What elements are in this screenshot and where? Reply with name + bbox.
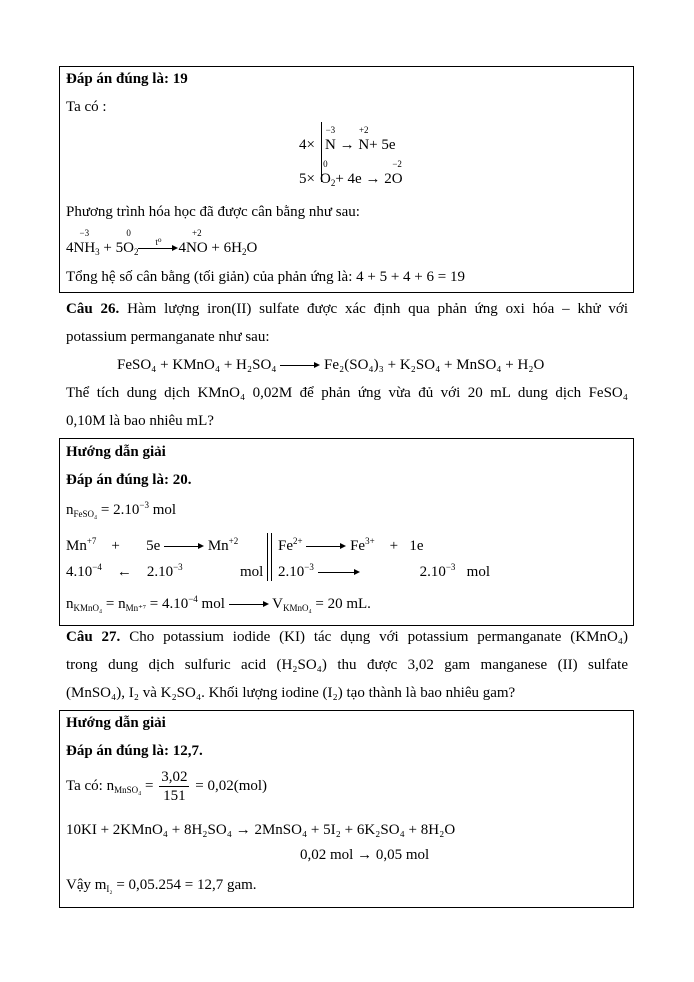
question-26-line1: Câu 26. Hàm lượng iron(II) sulfate được xác định qua phản ứng oxi hóa – khử với [66, 301, 629, 317]
mole-row-right: $2.10^{-3}$ $2.10^{-3}$ mol [278, 562, 490, 580]
question-27-line1: Câu 27. Cho potassium iodide (KI) tác dụng với potassium permanganate (KMnO₄) [66, 629, 628, 645]
balanced-reaction: 4 −3 $NH_3 + 5$ 0 $O_2$ t⁰ 4 +2 NO + $6H_2O$ [66, 228, 258, 257]
question-27-line2: trong dung dịch sulfuric acid (H₂SO₄) thu được 3,02 gam manganese (II) sulfate [66, 657, 628, 673]
ta-co-label: Ta có : [66, 99, 107, 115]
question-27-line3: (MnSO₄), I₂ và K₂SO₄. Khối lượng iodine (I₂) tạo thành là bao nhiêu gam? [66, 685, 516, 701]
solution-title: Hướng dẫn giải [66, 444, 166, 460]
question-26-line3: Thể tích dung dịch KMnO₄ 0,02M để phản ứng vừa đủ với 20 mL dung dịch FeSO₄ [66, 385, 628, 401]
half-reaction-n: 4× −3 N → +2 N+ 5e [299, 136, 396, 154]
divider [267, 533, 268, 581]
divider [271, 533, 272, 581]
solution-title: Hướng dẫn giải [66, 715, 166, 731]
half-reaction-mn: $Mn^{+7}$ + 5e $Mn^{+2}$ [66, 536, 239, 554]
moles-mnso4: Ta có: $n_{MnSO_4}$ = $\frac{3,02}{151}$ = 0,02(mol) [66, 769, 268, 804]
answer-heading: Đáp án đúng là: 12,7. [66, 743, 203, 759]
question-26-line2: potassium permanganate như sau: [66, 329, 270, 345]
half-reaction-fe: $Fe^{2+}$ $Fe^{3+}$ + 1e [278, 536, 424, 554]
final-volume: $n_{KMnO_4} = n_{Mn^{+7}} = 4.10^{-4}$ mol $V_{KMnO_4} = 20$ mL. [66, 594, 371, 613]
mole-relation: 0,02 mol → 0,05 mol [300, 847, 430, 863]
moles-feso4: $n_{FeSO_4} = 2.10^{-3}$ mol [66, 500, 177, 519]
mole-row-mol: mol [240, 564, 264, 580]
mole-row-left: $4.10^{-4}$ ← $2.10^{-3}$ [66, 562, 183, 580]
coefficient-sum: Tổng hệ số cân bằng (tối giản) của phản ứng là: 4 + 5 + 4 + 6 = 19 [66, 269, 465, 285]
balanced-label: Phương trình hóa học đã được cân bằng như sau: [66, 204, 360, 220]
half-reaction-o: 5× 0 $O_2+ 4e \to 2$ −2 O [299, 159, 403, 188]
question-26-equation: FeSO₄ + KMnO₄ + H₂SO₄ Fe₂(SO₄)₃ + K₂SO₄ + MnSO₄ + H₂O [117, 357, 545, 373]
reaction-equation: 10KI + 2KMnO₄ + 8H₂SO₄ → 2MnSO₄ + 5I₂ + 6K₂SO₄ + 8H₂O [66, 822, 456, 838]
answer-heading: Đáp án đúng là: 19 [66, 71, 188, 87]
answer-heading: Đáp án đúng là: 20. [66, 472, 192, 488]
final-mass: Vậy $m_{I_2} = 0,05.254 = 12,7$ gam. [66, 877, 257, 894]
question-26-line4: 0,10M là bao nhiêu mL? [66, 413, 214, 429]
